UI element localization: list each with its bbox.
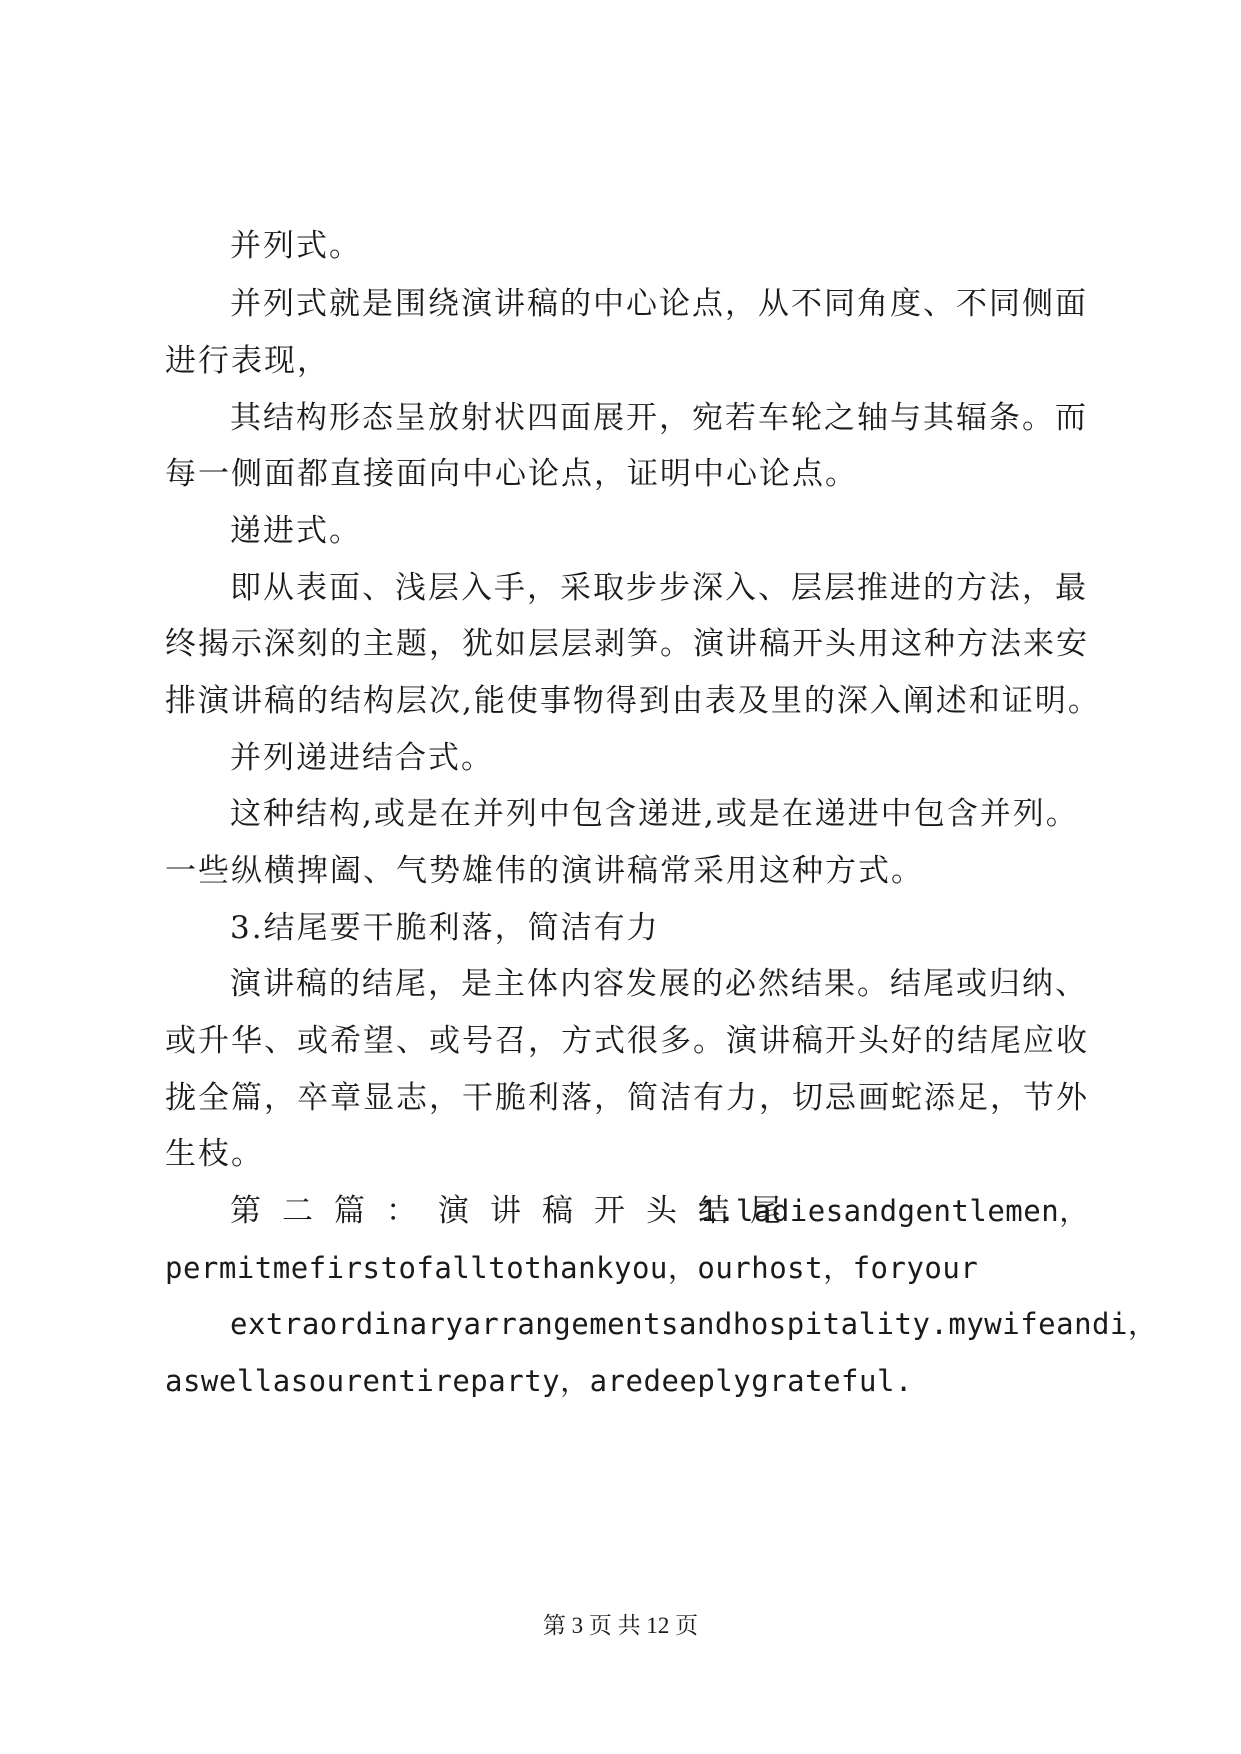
text-line: 一些纵横捭阖、气势雄伟的演讲稿常采用这种方式。 [165, 853, 924, 889]
text-line-english: aswellasourentireparty，aredeeplygrateful. [165, 1364, 913, 1398]
text-line-english: permitmefirstofalltothankyou，ourhost，foryour [165, 1251, 979, 1285]
text-line-english: 1.ladiesandgentlemen， [700, 1194, 1089, 1228]
text-line: 排演讲稿的结构层次,能使事物得到由表及里的深入阐述和证明。 [165, 683, 1101, 719]
text-line: 终揭示深刻的主题，犹如层层剥笋。演讲稿开头用这种方法来安 [165, 626, 1089, 662]
paragraph-heading-combined: 并列递进结合式。 [230, 740, 494, 776]
text-line: 每一侧面都直接面向中心论点，证明中心论点。 [165, 456, 858, 492]
paragraph-heading-parallel: 并列式。 [230, 228, 362, 264]
text-line: 生枝。 [165, 1136, 264, 1172]
text-line: 或升华、或希望、或号召，方式很多。演讲稿开头好的结尾应收 [165, 1023, 1089, 1059]
text-line: 其结构形态呈放射状四面展开，宛若车轮之轴与其辐条。而 [230, 400, 1088, 436]
text-line: 进行表现， [165, 343, 330, 379]
text-line: 演讲稿的结尾，是主体内容发展的必然结果。结尾或归纳、 [230, 966, 1088, 1002]
chapter-title: 第二篇：演讲稿开头结尾 [230, 1193, 802, 1229]
section-heading-ending: 3.结尾要干脆利落，简洁有力 [230, 910, 660, 946]
paragraph-heading-progressive: 递进式。 [230, 513, 362, 549]
text-line-english: extraordinaryarrangementsandhospitality.mywifeandi， [230, 1307, 1158, 1341]
page-number-footer: 第 3 页 共 12 页 [542, 1613, 699, 1638]
text-line: 拢全篇，卒章显志，干脆利落，简洁有力，切忌画蛇添足，节外 [165, 1080, 1089, 1116]
text-line: 并列式就是围绕演讲稿的中心论点，从不同角度、不同侧面 [230, 286, 1088, 322]
text-line: 即从表面、浅层入手，采取步步深入、层层推进的方法，最 [230, 570, 1088, 606]
text-line: 这种结构,或是在并列中包含递进,或是在递进中包含并列。 [230, 796, 1079, 832]
